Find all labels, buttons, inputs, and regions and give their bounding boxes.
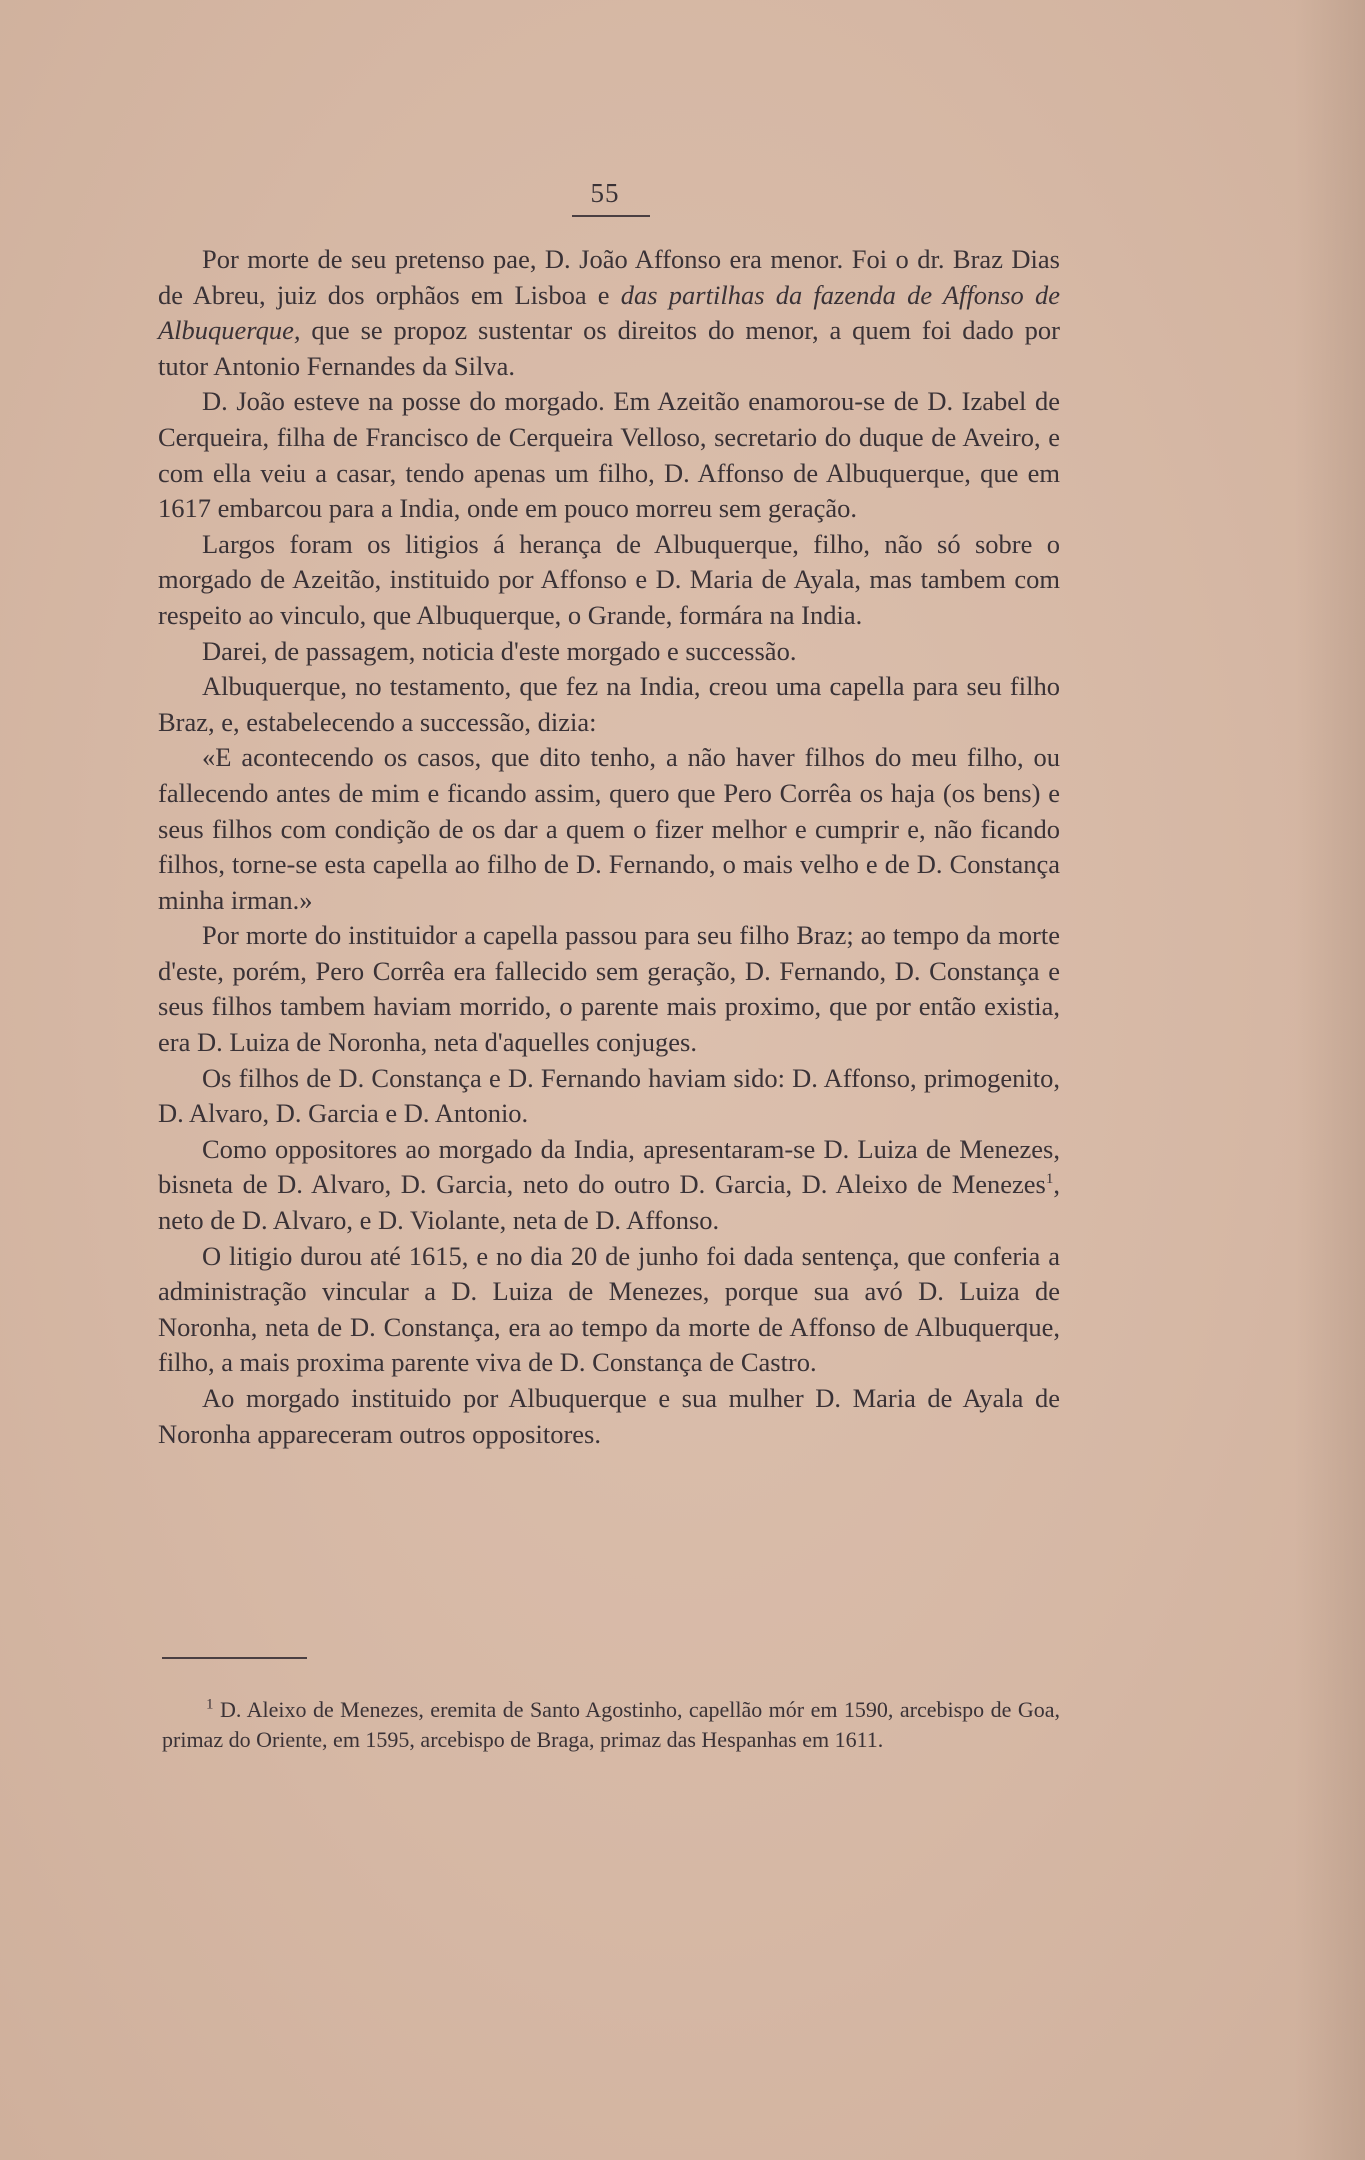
paragraph-4: Darei, de passagem, noticia d'este morgado e successão. — [202, 635, 797, 666]
paragraph-3: Largos foram os litigios á herança de Albuquerque, filho, não só sobre o morgado de Azeitão, instituido por Affonso e D. Maria de Ayala, mas tambem com respeito ao vinculo, que Albuquerque, o Grande, formára na India. — [158, 528, 1060, 630]
main-text — [158, 242, 1060, 1452]
page-number: 55 — [590, 178, 620, 208]
paragraph-2: D. João esteve na posse do morgado. Em Azeitão enamorou-se de D. Izabel de Cerqueira, filha de Francisco de Cerqueira Velloso, secretario do duque de Aveiro, e com ella veiu a casar, tendo apenas um filho, D. Affonso de Albuquerque, que em 1617 embarcou para a India, onde em pouco morreu sem geração. — [158, 386, 1060, 524]
paragraph-11: Ao morgado instituido por Albuquerque e sua mulher D. Maria de Ayala de Noronha appareceram outros oppositores. — [158, 1383, 1060, 1449]
page-number-rule — [572, 215, 650, 217]
paragraph-1-italic: das partilhas da fazenda de Affonso de Albuquerque, — [158, 279, 1061, 346]
paragraph-8: Os filhos de D. Constança e D. Fernando haviam sido: D. Affonso, primogenito, D. Alvaro, D. Garcia e D. Antonio. — [158, 1062, 1060, 1129]
paragraph-9 — [158, 1132, 1060, 1239]
paragraph-1-text-end: que se propoz sustentar os direitos do menor, a quem foi dado por tutor Antonio Fernandes da Silva. — [158, 315, 1060, 381]
footnote — [162, 1695, 1060, 1755]
paragraph-7: Por morte do instituidor a capella passou para seu filho Braz; ao tempo da morte d'este, porém, Pero Corrêa era fallecido sem geração, D. Fernando, D. Constança e seus filhos tambem haviam morrido, o parente mais proximo, que por então existia, era D. Luiza de Noronha, neta d'aquelles conjuges. — [158, 920, 1060, 1058]
footnote-reference: 1 — [1045, 1171, 1054, 1188]
footnote-text: D. Aleixo de Menezes, eremita de Santo Agostinho, capellão mór em 1590, arcebispo de Goa, primaz do Oriente, em 1595, arcebispo de Braga, primaz das Hespanhas em 1611. — [162, 1697, 1061, 1752]
page-edge-shading — [1295, 0, 1365, 2160]
paragraph-10: O litigio durou até 1615, e no dia 20 de junho foi dada sentença, que conferia a administração vincular a D. Luiza de Menezes, porque sua avó D. Luiza de Noronha, neta de D. Constança, era ao tempo da morte de Affonso de Albuquerque, filho, a mais proxima parente viva de D. Constança de Castro. — [158, 1240, 1060, 1378]
paragraph-1 — [158, 242, 1060, 384]
paragraph-9-text-end: , neto de D. Alvaro, e D. Violante, neta de D. Affonso. — [158, 1169, 1060, 1236]
paragraph-1-text: Por morte de seu pretenso pae, D. João Affonso era menor. Foi o dr. Braz Dias de Abreu, juiz dos orphãos em Lisboa e — [158, 244, 1060, 310]
paragraph-5: Albuquerque, no testamento, que fez na India, creou uma capella para seu filho Braz, e, estabelecendo a successão, dizia: — [158, 671, 1060, 737]
paragraph-6-quotation: «E acontecendo os casos, que dito tenho, a não haver filhos do meu filho, ou fallecendo antes de mim e ficando assim, quero que Pero Corrêa os haja (os bens) e seus filhos com condição de os dar a quem o fizer melhor e cumprir e, não ficando filhos, torne-se esta capella ao filho de D. Fernando, o mais velho e de D. Constança minha irman.» — [158, 742, 1060, 915]
footnote-separator — [162, 1657, 307, 1659]
footnote-marker: 1 — [206, 1696, 214, 1713]
paragraph-9-text: Como oppositores ao morgado da India, apresentaram-se D. Luiza de Menezes, bisneta de D. Alvaro, D. Garcia, neto do outro D. Garcia, D. Aleixo de Menezes — [158, 1133, 1060, 1200]
